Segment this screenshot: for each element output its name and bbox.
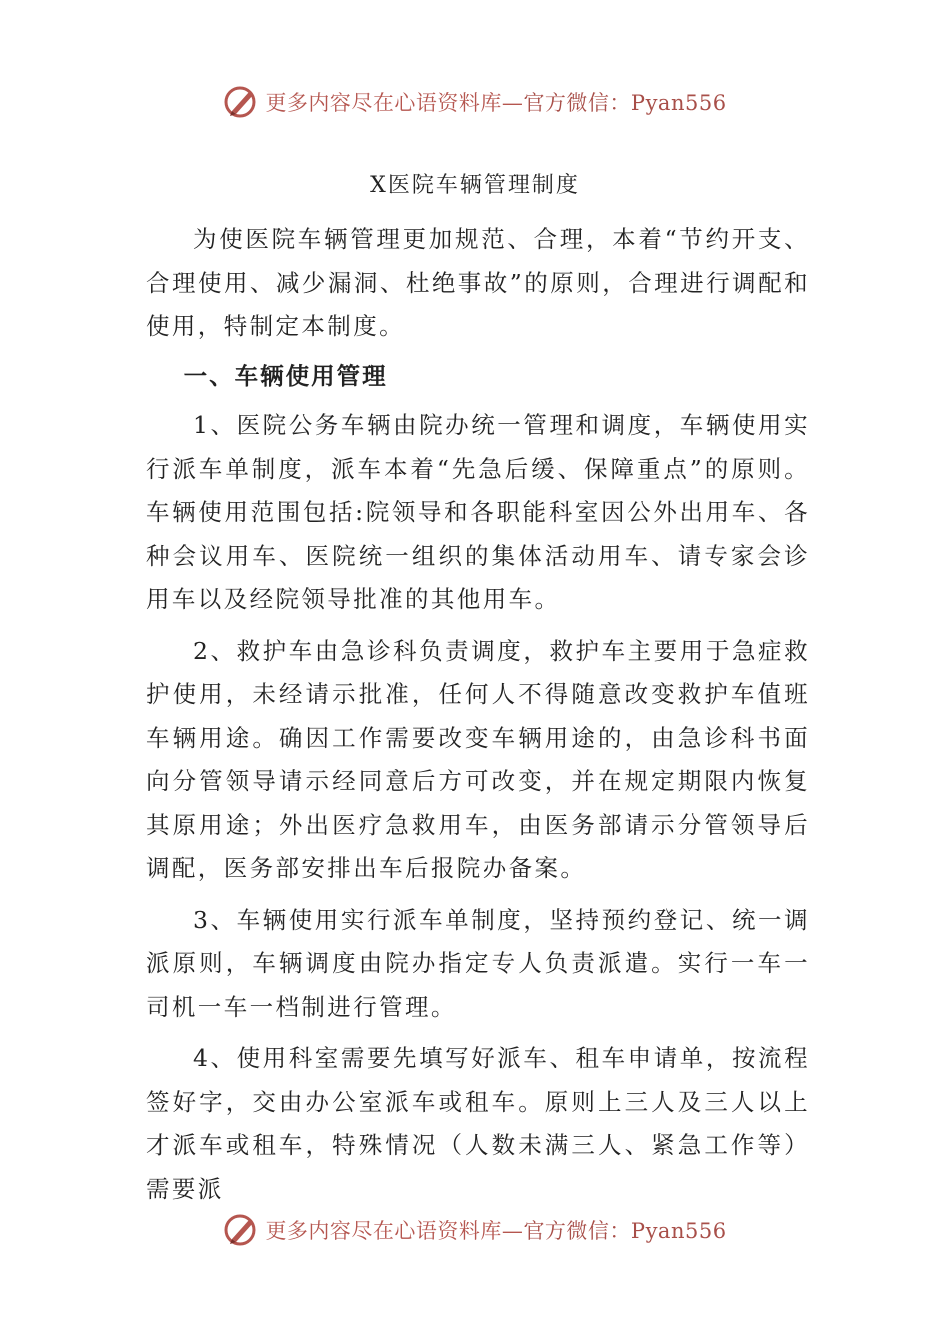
item-paragraph-1: 1、医院公务车辆由院办统一管理和调度，车辆使用实行派车单制度，派车本着“先急后缓、保障重点”的原则。车辆使用范围包括:院领导和各职能科室因公外出用车、各种会议用车、医院统一组织的集体活动用车、请专家会诊用车以及经院领导批准的其他用车。 (146, 411, 810, 613)
section-heading: 一、车辆使用管理 (183, 361, 388, 390)
watermark-text: 更多内容尽在心语资料库—官方微信：Pyan556 (265, 1219, 727, 1243)
document-title: X医院车辆管理制度 (370, 173, 580, 198)
pen-logo-icon (223, 84, 259, 120)
watermark-banner-bottom (0, 1210, 950, 1250)
watermark-banner-top (0, 82, 950, 122)
document-body (146, 218, 810, 1211)
pen-logo-icon (223, 1212, 259, 1248)
item-paragraph-2: 2、救护车由急诊科负责调度，救护车主要用于急症救护使用，未经请示批准，任何人不得随意改变救护车值班车辆用途。确因工作需要改变车辆用途的，由急诊科书面向分管领导请示经同意后方可改变，并在规定期限内恢复其原用途；外出医疗急救用车，由医务部请示分管领导后调配，医务部安排出车后报院办备案。 (146, 636, 810, 882)
watermark-text: 更多内容尽在心语资料库—官方微信：Pyan556 (265, 91, 727, 115)
intro-paragraph: 为使医院车辆管理更加规范、合理，本着“节约开支、合理使用、减少漏洞、杜绝事故”的原则，合理进行调配和使用，特制定本制度。 (146, 225, 810, 340)
item-paragraph-3: 3、车辆使用实行派车单制度，坚持预约登记、统一调派原则，车辆调度由院办指定专人负责派遣。实行一车一司机一车一档制进行管理。 (146, 905, 810, 1021)
item-paragraph-4: 4、使用科室需要先填写好派车、租车申请单，按流程签好字，交由办公室派车或租车。原则上三人及三人以上才派车或租车，特殊情况（人数未满三人、紧急工作等）需要派 (146, 1044, 810, 1203)
